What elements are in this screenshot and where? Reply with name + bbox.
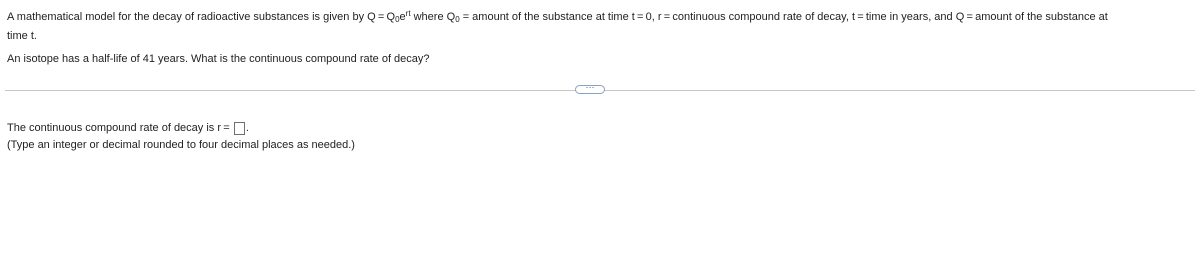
exponent-rt: rt: [405, 9, 411, 18]
answer-hint: (Type an integer or decimal rounded to four decimal places as needed.): [7, 139, 355, 151]
answer-suffix: .: [245, 122, 249, 134]
ellipsis-icon: ···: [585, 82, 595, 92]
answer-row: [7, 120, 249, 136]
problem-statement: [7, 8, 1193, 46]
statement-rest-2: time t.: [7, 30, 37, 42]
answer-input[interactable]: [234, 122, 245, 135]
q0-subscript: 0: [395, 15, 400, 24]
answer-prefix: The continuous compound rate of decay is r =: [7, 122, 232, 134]
question-text: An isotope has a half-life of 41 years. What is the continuous compound rate of decay?: [7, 53, 430, 65]
q0-subscript-2: 0: [455, 15, 460, 24]
statement-where: where Q: [410, 11, 456, 23]
e-symbol: e: [399, 11, 406, 23]
statement-rest-1: = amount of the substance at time t = 0, r = continuous compound rate of decay, t = time in years, and Q = amount of the substance at: [459, 11, 1108, 23]
statement-lead: A mathematical model for the decay of radioactive substances is given by Q = Q: [7, 11, 396, 23]
expand-button[interactable]: [575, 82, 605, 94]
